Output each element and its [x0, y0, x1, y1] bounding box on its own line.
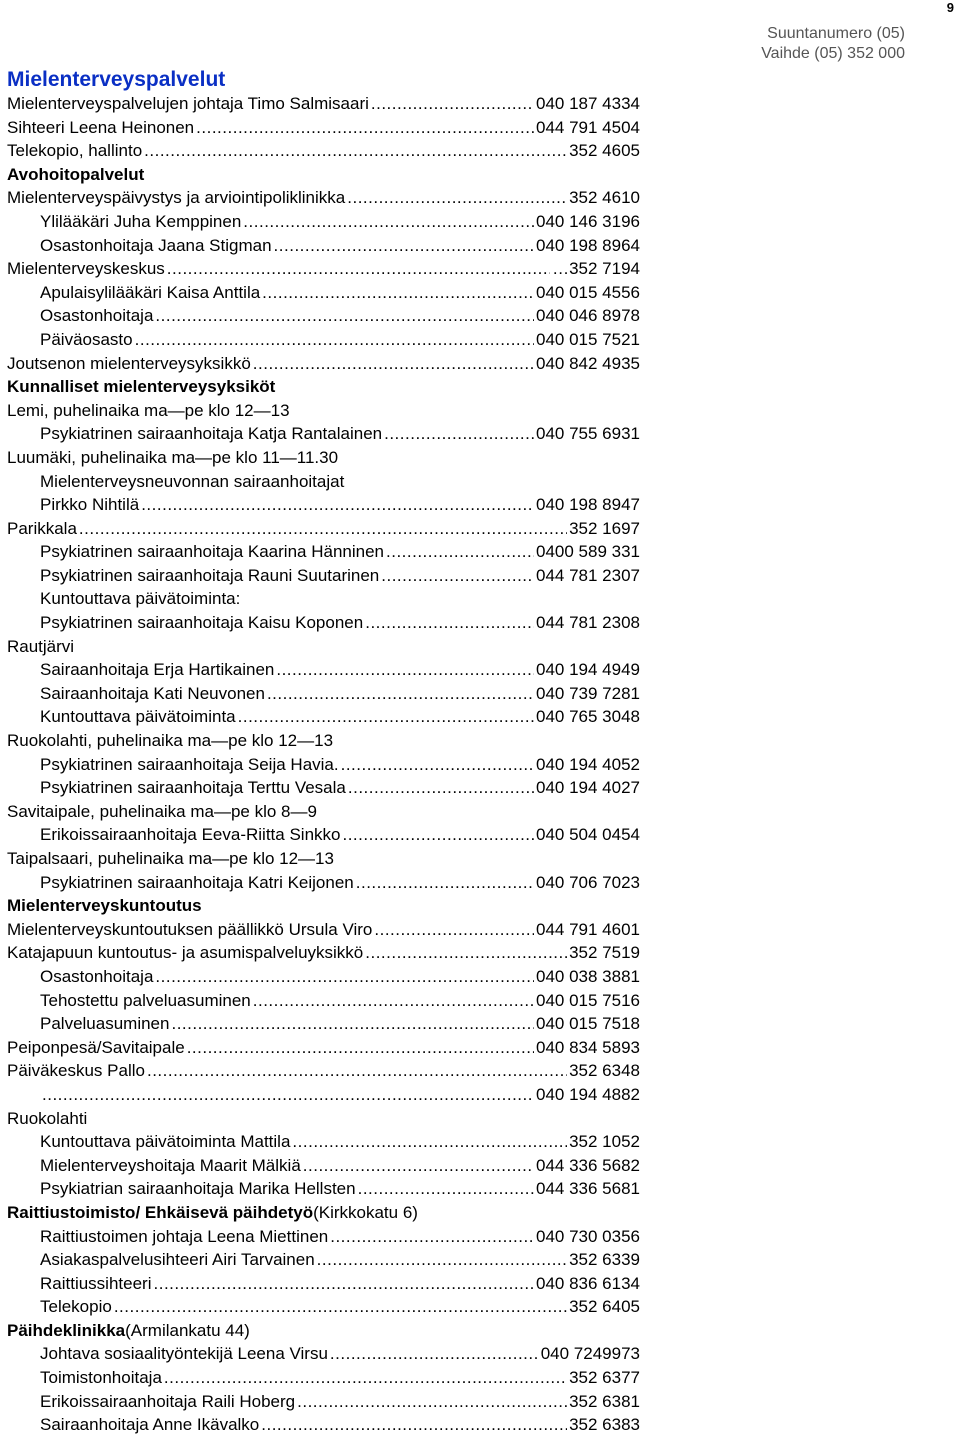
phone-number: 040 194 4882: [536, 1084, 640, 1104]
phone-number: 0400 589 331: [536, 542, 640, 562]
dot-leader: [154, 1272, 535, 1296]
directory-entry: [7, 1130, 640, 1154]
entry-label: Katajapuun kuntoutus- ja asumispalveluyksikkö: [7, 943, 364, 963]
phone-number: 044 791 4504: [536, 117, 640, 137]
phone-number: 352 7519: [569, 943, 640, 963]
phone-number: 040 706 7023: [536, 872, 640, 892]
entry-label: Psykiatrinen sairaanhoitaja Terttu Vesala: [40, 778, 346, 798]
entry-label: Päiväosasto: [40, 329, 133, 349]
entry-label: Sairaanhoitaja Kati Neuvonen: [40, 683, 265, 703]
dot-leader: [144, 139, 567, 163]
directory-entry: [7, 1225, 640, 1249]
subsection-label: Lemi, puhelinaika ma—pe klo 12—13: [7, 400, 290, 420]
section-heading-label: Mielenterveyskuntoutus: [7, 896, 202, 916]
directory-entry: [7, 1413, 640, 1437]
section-heading-label: Avohoitopalvelut: [7, 164, 145, 184]
directory-entry: [7, 304, 640, 328]
subsection-heading: [7, 446, 640, 470]
phone-number: 040 7249973: [540, 1344, 640, 1364]
phone-number: 352 6383: [569, 1415, 640, 1435]
phone-number: 352 1697: [569, 518, 640, 538]
entry-label: Psykiatrinen sairaanhoitaja Kaarina Hänninen: [40, 542, 384, 562]
entry-label: Psykiatrinen sairaanhoitaja Kaisu Koponen: [40, 613, 364, 633]
entry-label: Mielenterveyskuntoutuksen päällikkö Ursula Viro: [7, 919, 373, 939]
subsection-label: Luumäki, puhelinaika ma—pe klo 11—11.30: [7, 447, 339, 467]
dot-leader: [342, 823, 534, 847]
directory-entry: [7, 186, 640, 210]
entry-label: Sairaanhoitaja Erja Hartikainen: [40, 660, 275, 680]
dot-leader: [243, 210, 534, 234]
subsection-heading: [7, 800, 640, 824]
directory-entry: [7, 422, 640, 446]
directory-entry: [7, 352, 640, 376]
phone-number: 044 336 5681: [536, 1179, 640, 1199]
dot-leader: [356, 871, 534, 895]
dot-leader: [42, 1083, 534, 1107]
dot-leader: [303, 1154, 534, 1178]
section-heading: [7, 1201, 640, 1225]
directory-entry: [7, 564, 640, 588]
directory-entry: [7, 493, 640, 517]
section-heading: [7, 894, 640, 918]
dot-leader: [386, 540, 534, 564]
directory-entry: [7, 1366, 640, 1390]
phone-number: 040 730 0356: [536, 1226, 640, 1246]
area-code-label: Suuntanumero (05): [767, 25, 905, 42]
directory-entry: [7, 965, 640, 989]
entry-label: Telekopio: [40, 1297, 112, 1317]
phone-number: 040 194 4027: [536, 778, 640, 798]
section-heading-label: Päihdeklinikka: [7, 1320, 126, 1340]
phone-number: 040 836 6134: [536, 1273, 640, 1293]
subsection-label: Ruokolahti, puhelinaika ma—pe klo 12—13: [7, 731, 334, 751]
directory-entry: [7, 1248, 640, 1272]
directory-entry: [7, 116, 640, 140]
directory-entry: [7, 92, 640, 116]
dot-leader: [164, 1366, 567, 1390]
directory-entry: [7, 989, 640, 1013]
entry-label: Psykiatrinen sairaanhoitaja Rauni Suutarinen: [40, 565, 380, 585]
page-title: Mielenterveyspalvelut: [7, 68, 226, 91]
entry-label: Kuntouttava päivätoiminta Mattila: [40, 1132, 291, 1152]
entry-label: Sihteeri Leena Heinonen: [7, 117, 195, 137]
phone-number: 040 194 4949: [536, 660, 640, 680]
phone-number: 044 336 5682: [536, 1155, 640, 1175]
phone-number: 040 194 4052: [536, 754, 640, 774]
section-heading: [7, 375, 640, 399]
subsection-heading: [7, 399, 640, 423]
dot-leader: [341, 753, 534, 777]
entry-label: Apulaisylilääkäri Kaisa Anttila: [40, 282, 261, 302]
dot-leader: [261, 1413, 567, 1437]
entry-label: Erikoissairaanhoitaja Raili Hoberg: [40, 1391, 296, 1411]
dot-leader: [267, 682, 534, 706]
dot-leader: [330, 1342, 539, 1366]
entry-label: Mielenterveyspäivystys ja arviointipoliklinikka: [7, 188, 346, 208]
dot-leader: [347, 186, 567, 210]
phone-number: 040 146 3196: [536, 211, 640, 231]
phone-number: 352 6348: [569, 1061, 640, 1081]
phone-number: 040 015 4556: [536, 282, 640, 302]
phone-number: 044 781 2308: [536, 613, 640, 633]
entry-label: Kuntouttava päivätoiminta: [40, 707, 236, 727]
header-contact-info: [741, 24, 905, 64]
page-number: 9: [946, 0, 954, 15]
directory-entry: [7, 753, 640, 777]
dot-leader: [171, 1012, 534, 1036]
phone-number: 352 1052: [569, 1132, 640, 1152]
entry-label: Ylilääkäri Juha Kemppinen: [40, 211, 242, 231]
subsection-heading: [7, 1107, 640, 1131]
phone-number: 040 504 0454: [536, 825, 640, 845]
directory-entry: [7, 234, 640, 258]
dot-leader: [187, 1036, 534, 1060]
entry-label: Pirkko Nihtilä: [40, 495, 140, 515]
directory-entry: [7, 1083, 640, 1107]
entry-label: Parikkala: [7, 518, 77, 538]
entry-label: Palveluasuminen: [40, 1014, 170, 1034]
dot-leader: [365, 611, 534, 635]
directory-entry: [7, 1342, 640, 1366]
entry-label: Raittiustoimen johtaja Leena Miettinen: [40, 1226, 329, 1246]
entry-label: Peiponpesä/Savitaipale: [7, 1037, 185, 1057]
directory-entry: [7, 281, 640, 305]
entry-label: Psykiatrinen sairaanhoitaja Katja Rantalainen: [40, 424, 383, 444]
dot-leader: [365, 941, 567, 965]
section-heading-label: Raittiustoimisto/ Ehkäisevä päihdetyö: [7, 1202, 314, 1222]
entry-label: Mielenterveyspalvelujen johtaja Timo Salmisaari: [7, 94, 369, 113]
address-note: (Armilankatu 44): [125, 1320, 250, 1340]
entry-label: Erikoissairaanhoitaja Eeva-Riitta Sinkko: [40, 825, 341, 845]
entry-label: Tehostettu palveluasuminen: [40, 990, 251, 1010]
phone-number: 352 6339: [569, 1250, 640, 1270]
phone-number: 352 6377: [569, 1368, 640, 1388]
dot-leader: [374, 918, 534, 942]
subsection-label: Taipalsaari, puhelinaika ma—pe klo 12—13: [7, 849, 334, 868]
entry-label: Asiakaspalvelusihteeri Airi Tarvainen: [40, 1250, 315, 1270]
entry-label: Psykiatrian sairaanhoitaja Marika Hellsten: [40, 1179, 356, 1199]
dot-leader: [358, 1177, 534, 1201]
phone-number: 040 198 8964: [536, 235, 640, 255]
directory-listing: [7, 92, 640, 1437]
subsection-label: Ruokolahti: [7, 1108, 88, 1128]
dot-leader: [253, 989, 534, 1013]
dot-leader: [114, 1295, 567, 1319]
entry-label: Osastonhoitaja Jaana Stigman: [40, 235, 272, 255]
directory-entry: [7, 257, 640, 281]
phone-number: 040 834 5893: [536, 1037, 640, 1057]
subsection-heading: [7, 587, 640, 611]
phone-number: 040 765 3048: [536, 707, 640, 727]
directory-entry: [7, 823, 640, 847]
address-note: (Kirkkokatu 6): [313, 1202, 418, 1222]
subsection-label: Savitaipale, puhelinaika ma—pe klo 8—9: [7, 801, 317, 821]
dot-leader: [79, 517, 567, 541]
dot-leader: [155, 965, 534, 989]
directory-entry: [7, 918, 640, 942]
dot-leader: [330, 1225, 534, 1249]
phone-number: 040 038 3881: [536, 966, 640, 986]
directory-entry: [7, 941, 640, 965]
phone-number: 040 198 8947: [536, 495, 640, 515]
directory-entry: [7, 871, 640, 895]
dot-leader: [384, 422, 534, 446]
subsection-heading: [7, 847, 640, 871]
entry-label: Päiväkeskus Pallo: [7, 1061, 145, 1081]
phone-number: …352 7194: [552, 259, 640, 279]
directory-entry: [7, 658, 640, 682]
entry-label: Osastonhoitaja: [40, 966, 154, 986]
subsection-label: Kuntouttava päivätoiminta:: [40, 589, 241, 609]
dot-leader: [135, 328, 534, 352]
phone-number: 040 842 4935: [536, 353, 640, 373]
dot-leader: [371, 92, 534, 116]
phone-number: 040 015 7516: [536, 990, 640, 1010]
dot-leader: [141, 493, 534, 517]
dot-leader: [147, 1059, 567, 1083]
directory-entry: [7, 1036, 640, 1060]
entry-label: Johtava sosiaalityöntekijä Leena Virsu: [40, 1344, 328, 1364]
subsection-label: Mielenterveysneuvonnan sairaanhoitajat: [40, 471, 345, 491]
section-heading: [7, 163, 640, 187]
subsection-heading: [7, 635, 640, 659]
subsection-heading: [7, 470, 640, 494]
dot-leader: [381, 564, 534, 588]
dot-leader: [167, 257, 550, 281]
directory-entry: [7, 776, 640, 800]
phone-number: 044 781 2307: [536, 565, 640, 585]
entry-label: Raittiussihteeri: [40, 1273, 152, 1293]
directory-entry: [7, 1012, 640, 1036]
dot-leader: [196, 116, 534, 140]
phone-number: 352 4605: [569, 141, 640, 161]
phone-number: 044 791 4601: [536, 919, 640, 939]
dot-leader: [317, 1248, 567, 1272]
directory-entry: [7, 611, 640, 635]
dot-leader: [276, 658, 534, 682]
phone-number: 040 015 7518: [536, 1014, 640, 1034]
dot-leader: [238, 705, 534, 729]
phone-number: 040 046 8978: [536, 306, 640, 326]
dot-leader: [274, 234, 534, 258]
dot-leader: [155, 304, 534, 328]
directory-entry: [7, 682, 640, 706]
directory-entry: [7, 540, 640, 564]
entry-label: Psykiatrinen sairaanhoitaja Katri Keijonen: [40, 872, 354, 892]
phone-number: 040 755 6931: [536, 424, 640, 444]
directory-entry: [7, 1295, 640, 1319]
section-heading: [7, 1319, 640, 1343]
entry-label: Toimistonhoitaja: [40, 1368, 162, 1388]
entry-label: Osastonhoitaja: [40, 306, 154, 326]
entry-label: Telekopio, hallinto: [7, 141, 143, 161]
dot-leader: [348, 776, 534, 800]
phone-number: 352 4610: [569, 188, 640, 208]
directory-entry: [7, 139, 640, 163]
entry-label: Mielenterveyskeskus: [7, 259, 165, 279]
directory-entry: [7, 1177, 640, 1201]
subsection-heading: [7, 729, 640, 753]
phone-number: 040 187 4334: [536, 94, 640, 113]
dot-leader: [297, 1390, 567, 1414]
phone-number: 040 739 7281: [536, 683, 640, 703]
directory-entry: [7, 1390, 640, 1414]
phone-number: 040 015 7521: [536, 329, 640, 349]
phone-number: 352 6405: [569, 1297, 640, 1317]
subsection-label: Rautjärvi: [7, 636, 75, 656]
directory-entry: [7, 328, 640, 352]
dot-leader: [262, 281, 534, 305]
directory-entry: [7, 1059, 640, 1083]
switchboard-label: Vaihde (05) 352 000: [761, 45, 905, 62]
directory-entry: [7, 517, 640, 541]
entry-label: Joutsenon mielenterveysyksikkö: [7, 353, 251, 373]
entry-label: Psykiatrinen sairaanhoitaja Seija Havia.: [40, 754, 339, 774]
phone-number: 352 6381: [569, 1391, 640, 1411]
dot-leader: [253, 352, 534, 376]
entry-label: Mielenterveyshoitaja Maarit Mälkiä: [40, 1155, 301, 1175]
dot-leader: [292, 1130, 567, 1154]
directory-entry: [7, 705, 640, 729]
directory-entry: [7, 1154, 640, 1178]
entry-label: Sairaanhoitaja Anne Ikävalko: [40, 1415, 260, 1435]
directory-entry: [7, 210, 640, 234]
directory-entry: [7, 1272, 640, 1296]
section-heading-label: Kunnalliset mielenterveysyksiköt: [7, 377, 276, 397]
